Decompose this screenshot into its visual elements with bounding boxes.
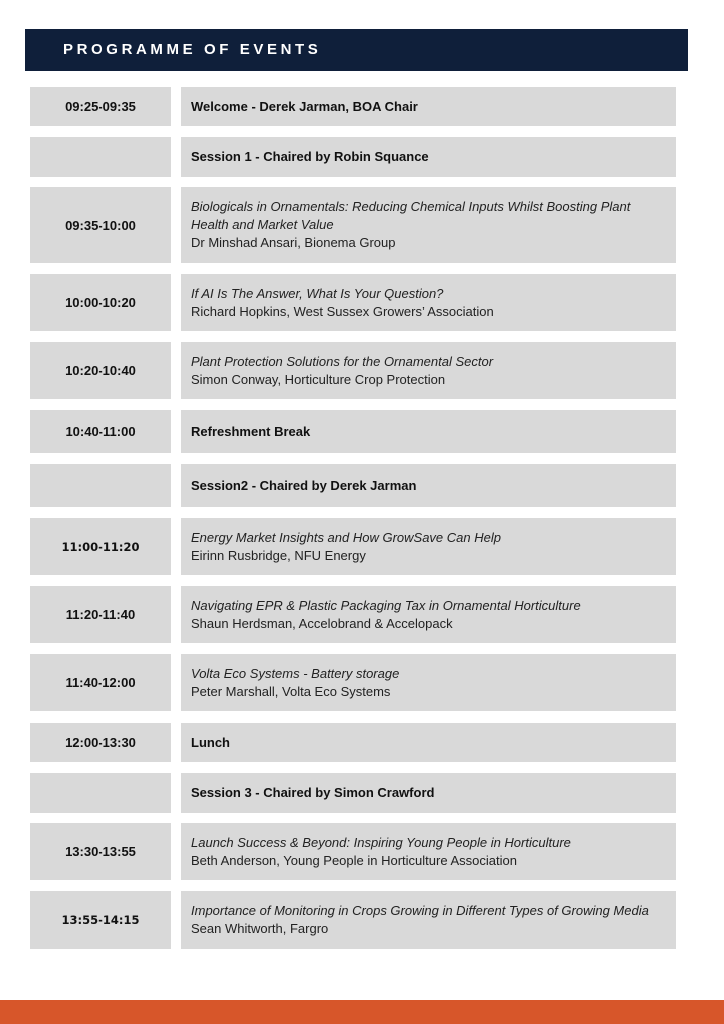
event-heading: Lunch (191, 734, 230, 750)
programme-row (30, 891, 676, 949)
programme-row (30, 823, 676, 880)
time-slot: 11:00-11:20 (30, 518, 171, 575)
time-slot: 09:35-10:00 (30, 187, 171, 263)
event-details (181, 773, 676, 813)
event-heading: Refreshment Break (191, 423, 311, 439)
programme-row (30, 87, 676, 126)
time-slot: 10:40-11:00 (30, 410, 171, 453)
event-heading: Session2 - Chaired by Derek Jarman (191, 477, 417, 493)
speaker-name: Beth Anderson, Young People in Horticulture Association (191, 852, 517, 868)
event-details (181, 187, 676, 263)
talk-title: Biologicals in Ornamentals: Reducing Chemical Inputs Whilst Boosting Plant Health and Market Value (191, 199, 631, 232)
event-details (181, 274, 676, 331)
programme-row (30, 518, 676, 575)
programme-row (30, 410, 676, 453)
time-slot: 10:20-10:40 (30, 342, 171, 399)
time-slot: 09:25-09:35 (30, 87, 171, 126)
speaker-name: Shaun Herdsman, Accelobrand & Accelopack (191, 615, 453, 631)
programme-row (30, 654, 676, 711)
time-slot (30, 773, 171, 813)
programme-row (30, 586, 676, 643)
event-heading: Session 3 - Chaired by Simon Crawford (191, 785, 435, 800)
programme-row (30, 342, 676, 399)
talk-title: If AI Is The Answer, What Is Your Question? (191, 285, 444, 301)
event-details (181, 342, 676, 399)
time-slot: 11:20-11:40 (30, 586, 171, 643)
talk-title: Energy Market Insights and How GrowSave Can Help (191, 529, 501, 545)
programme-row (30, 773, 676, 813)
talk-title: Navigating EPR & Plastic Packaging Tax in Ornamental Horticulture (191, 597, 581, 613)
talk-title: Volta Eco Systems - Battery storage (191, 665, 400, 681)
talk-title: Importance of Monitoring in Crops Growing in Different Types of Growing Media (191, 903, 649, 918)
talk-title: Launch Success & Beyond: Inspiring Young People in Horticulture (191, 834, 571, 850)
time-slot (30, 464, 171, 507)
speaker-name: Richard Hopkins, West Sussex Growers’ Association (191, 303, 494, 319)
event-details (181, 518, 676, 575)
programme-row (30, 464, 676, 507)
programme-header (25, 29, 688, 71)
speaker-name: Sean Whitworth, Fargro (191, 921, 329, 936)
event-details (181, 654, 676, 711)
event-details (181, 586, 676, 643)
time-slot (30, 137, 171, 177)
speaker-name: Simon Conway, Horticulture Crop Protection (191, 371, 446, 387)
page-title: PROGRAMME OF EVENTS (63, 41, 322, 58)
event-heading: Welcome - Derek Jarman, BOA Chair (191, 98, 418, 114)
speaker-name: Peter Marshall, Volta Eco Systems (191, 683, 391, 699)
time-slot: 13:30-13:55 (30, 823, 171, 880)
footer-accent-bar (0, 1000, 724, 1024)
time-slot: 10:00-10:20 (30, 274, 171, 331)
event-details (181, 464, 676, 507)
event-details (181, 137, 676, 177)
event-details (181, 410, 676, 453)
talk-title: Plant Protection Solutions for the Ornamental Sector (191, 353, 494, 369)
event-heading: Session 1 - Chaired by Robin Squance (191, 149, 429, 164)
speaker-name: Eirinn Rusbridge, NFU Energy (191, 547, 366, 563)
programme-row (30, 137, 676, 177)
speaker-name: Dr Minshad Ansari, Bionema Group (191, 235, 396, 250)
time-slot: 13:55-14:15 (30, 891, 171, 949)
programme-row (30, 723, 676, 762)
event-details (181, 823, 676, 880)
programme-row (30, 187, 676, 263)
event-details (181, 87, 676, 126)
event-details (181, 723, 676, 762)
time-slot: 11:40-12:00 (30, 654, 171, 711)
programme-row (30, 274, 676, 331)
event-details (181, 891, 676, 949)
time-slot: 12:00-13:30 (30, 723, 171, 762)
